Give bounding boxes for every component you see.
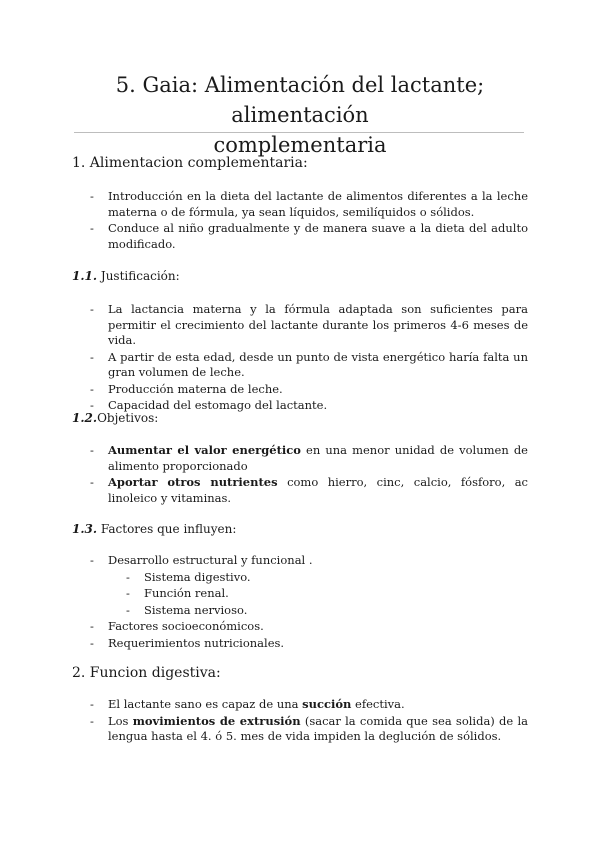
section-number: 1.1. <box>72 269 98 283</box>
list-item: - Conduce al niño gradualmente y de manera suave a la dieta del adulto modificado. <box>0 221 528 252</box>
item-text: efectiva. <box>351 697 405 711</box>
sub-list-item: - Sistema digestivo. <box>0 570 528 586</box>
page-title-line-2: complementaria <box>213 133 387 157</box>
list-item: - Capacidad del estomago del lactante. <box>0 398 528 414</box>
section-1-1-list <box>0 302 528 415</box>
bold-term: movimientos de extrusión <box>132 713 301 728</box>
list-item <box>0 443 528 474</box>
section-label: Factores que influyen: <box>97 522 237 536</box>
list-item: - La lactancia materna y la fórmula adaptada son suficientes para permitir el crecimiento del lactante durante los primeros 4-6 meses de vida. <box>0 302 528 349</box>
section-1-heading: 1. Alimentacion complementaria: <box>72 155 308 171</box>
list-item: - Desarrollo estructural y funcional . <box>0 553 528 569</box>
section-1-2-heading <box>72 410 158 426</box>
sub-list-item: - Función renal. <box>0 586 528 602</box>
bold-term: succión <box>302 697 352 711</box>
bold-term: Aportar otros nutrientes <box>108 475 278 489</box>
page-title-line-1: 5. Gaia: Alimentación del lactante; alimentación <box>115 73 485 127</box>
item-text: en una menor unidad de volumen de alimento proporcionado <box>108 443 528 473</box>
section-number: 1.3. <box>72 522 98 536</box>
page-title <box>60 70 540 160</box>
item-text: Los <box>108 713 133 728</box>
section-2-list <box>0 697 528 746</box>
list-item <box>0 697 528 713</box>
sub-list-item: - Sistema nervioso. <box>0 603 528 619</box>
section-1-2-list <box>0 443 528 507</box>
item-text: como hierro, cinc, calcio, fósforo, ac linoleico y vitaminas. <box>108 475 528 505</box>
section-1-3-list <box>0 553 528 652</box>
list-item <box>0 714 528 745</box>
list-item: - Requerimientos nutricionales. <box>0 636 528 652</box>
section-1-3-heading <box>72 521 236 537</box>
list-item: - Producción materna de leche. <box>0 382 528 398</box>
title-divider <box>74 132 524 133</box>
list-item <box>0 475 528 506</box>
bold-term: Aumentar el valor energético <box>108 443 301 457</box>
section-label: Objetivos: <box>97 411 159 425</box>
section-label: Justificación: <box>97 269 180 283</box>
section-number: 1.2. <box>72 411 98 425</box>
section-1-list <box>0 189 528 253</box>
list-item: - Factores socioeconómicos. <box>0 619 528 635</box>
section-1-1-heading <box>72 268 180 284</box>
section-2-heading: 2. Funcion digestiva: <box>72 665 221 681</box>
list-item: - A partir de esta edad, desde un punto de vista energético haría falta un gran volumen de leche. <box>0 350 528 381</box>
item-text: El lactante sano es capaz de una <box>108 697 303 711</box>
list-item: - Introducción en la dieta del lactante de alimentos diferentes a la leche materna o de fórmula, ya sean líquidos, semilíquidos o sólidos. <box>0 189 528 220</box>
item-text: (sacar la comida que sea solida) de la lengua hasta el 4. ó 5. mes de vida impiden la deglución de sólidos. <box>108 713 528 743</box>
